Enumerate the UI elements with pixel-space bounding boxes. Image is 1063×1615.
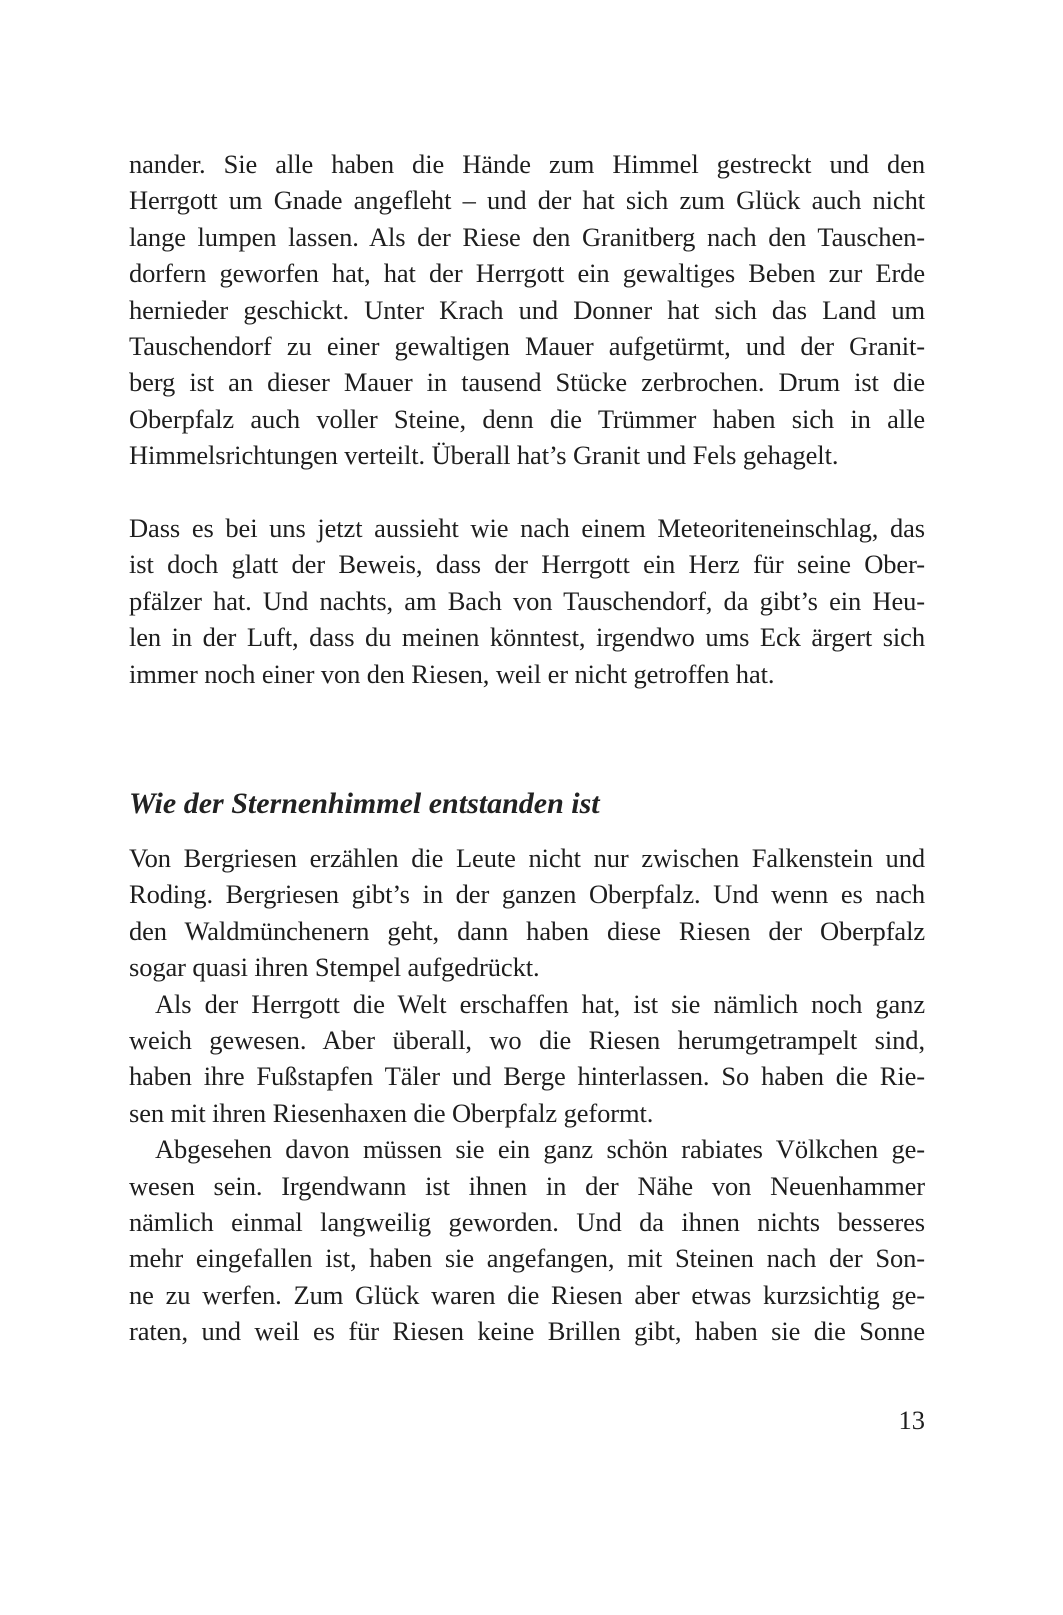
text-line: nander. Sie alle haben die Hände zum Himmel gestreckt und den <box>129 149 925 179</box>
text-line: ist doch glatt der Beweis, dass der Herrgott ein Herz für seine Ober- <box>129 549 925 580</box>
text-line: Himmelsrichtungen verteilt. Überall hat’s Granit und Fels gehagelt. <box>129 440 839 471</box>
text-line: sen mit ihren Riesenhaxen die Oberpfalz geformt. <box>129 1097 654 1128</box>
text-line: Dass es bei uns jetzt aussieht wie nach einem Meteoriteneinschlag, das <box>129 513 925 543</box>
paragraph <box>129 986 925 1132</box>
text-line: berg ist an dieser Mauer in tausend Stücke zerbrochen. Drum ist die <box>129 367 925 398</box>
paragraph-giants-granite <box>129 146 925 474</box>
text-line: hernieder geschickt. Unter Krach und Donner hat sich das Land um <box>129 294 925 325</box>
text-line: ne zu werfen. Zum Glück waren die Riesen aber etwas kurzsichtig ge- <box>129 1279 925 1310</box>
text-line: Tauschendorf zu einer gewaltigen Mauer aufgetürmt, und der Granit- <box>129 330 925 361</box>
text-line: wesen sein. Irgendwann ist ihnen in der Nähe von Neuenhammer <box>129 1170 925 1201</box>
paragraph <box>129 1131 925 1349</box>
section-heading: Wie der Sternenhimmel entstanden ist <box>129 787 600 820</box>
text-line: lange lumpen lassen. Als der Riese den Granitberg nach den Tauschen- <box>129 221 925 252</box>
text-line: len in der Luft, dass du meinen könntest, irgendwo ums Eck ärgert sich <box>129 622 925 653</box>
section-body <box>129 840 925 1349</box>
text-line: weich gewesen. Aber überall, wo die Riesen herumgetrampelt sind, <box>129 1024 925 1055</box>
text-line: Als der Herrgott die Welt erschaffen hat, ist sie nämlich noch ganz <box>155 988 925 1019</box>
text-line: immer noch einer von den Riesen, weil er nicht getroffen hat. <box>129 658 775 689</box>
text-line: sogar quasi ihren Stempel aufgedrückt. <box>129 952 540 983</box>
text-line: pfälzer hat. Und nachts, am Bach von Tauschendorf, da gibt’s ein Heu- <box>129 585 925 616</box>
text-line: Von Bergriesen erzählen die Leute nicht nur zwischen Falkenstein und <box>129 843 925 873</box>
text-line: Abgesehen davon müssen sie ein ganz schön rabiates Völkchen ge- <box>155 1134 925 1165</box>
text-line: Oberpfalz auch voller Steine, denn die Trümmer haben sich in alle <box>129 403 925 434</box>
text-line: nämlich einmal langweilig geworden. Und da ihnen nichts besseres <box>129 1206 925 1237</box>
text-line: Herrgott um Gnade angefleht – und der hat sich zum Glück auch nicht <box>129 185 925 216</box>
page-number: 13 <box>898 1405 925 1435</box>
text-line: haben ihre Fußstapfen Täler und Berge hinterlassen. So haben die Rie- <box>129 1061 925 1092</box>
text-line: den Waldmünchenern geht, dann haben diese Riesen der Oberpfalz <box>129 915 925 946</box>
text-line: mehr eingefallen ist, haben sie angefangen, mit Steinen nach der Son- <box>129 1243 925 1274</box>
paragraph-meteorite <box>129 510 925 692</box>
text-line: raten, und weil es für Riesen keine Brillen gibt, haben sie die Sonne <box>129 1316 925 1347</box>
paragraph <box>129 840 925 986</box>
text-line: dorfern geworfen hat, hat der Herrgott ein gewaltiges Beben zur Erde <box>129 258 925 289</box>
text-line: Roding. Bergriesen gibt’s in der ganzen Oberpfalz. Und wenn es nach <box>129 879 925 910</box>
